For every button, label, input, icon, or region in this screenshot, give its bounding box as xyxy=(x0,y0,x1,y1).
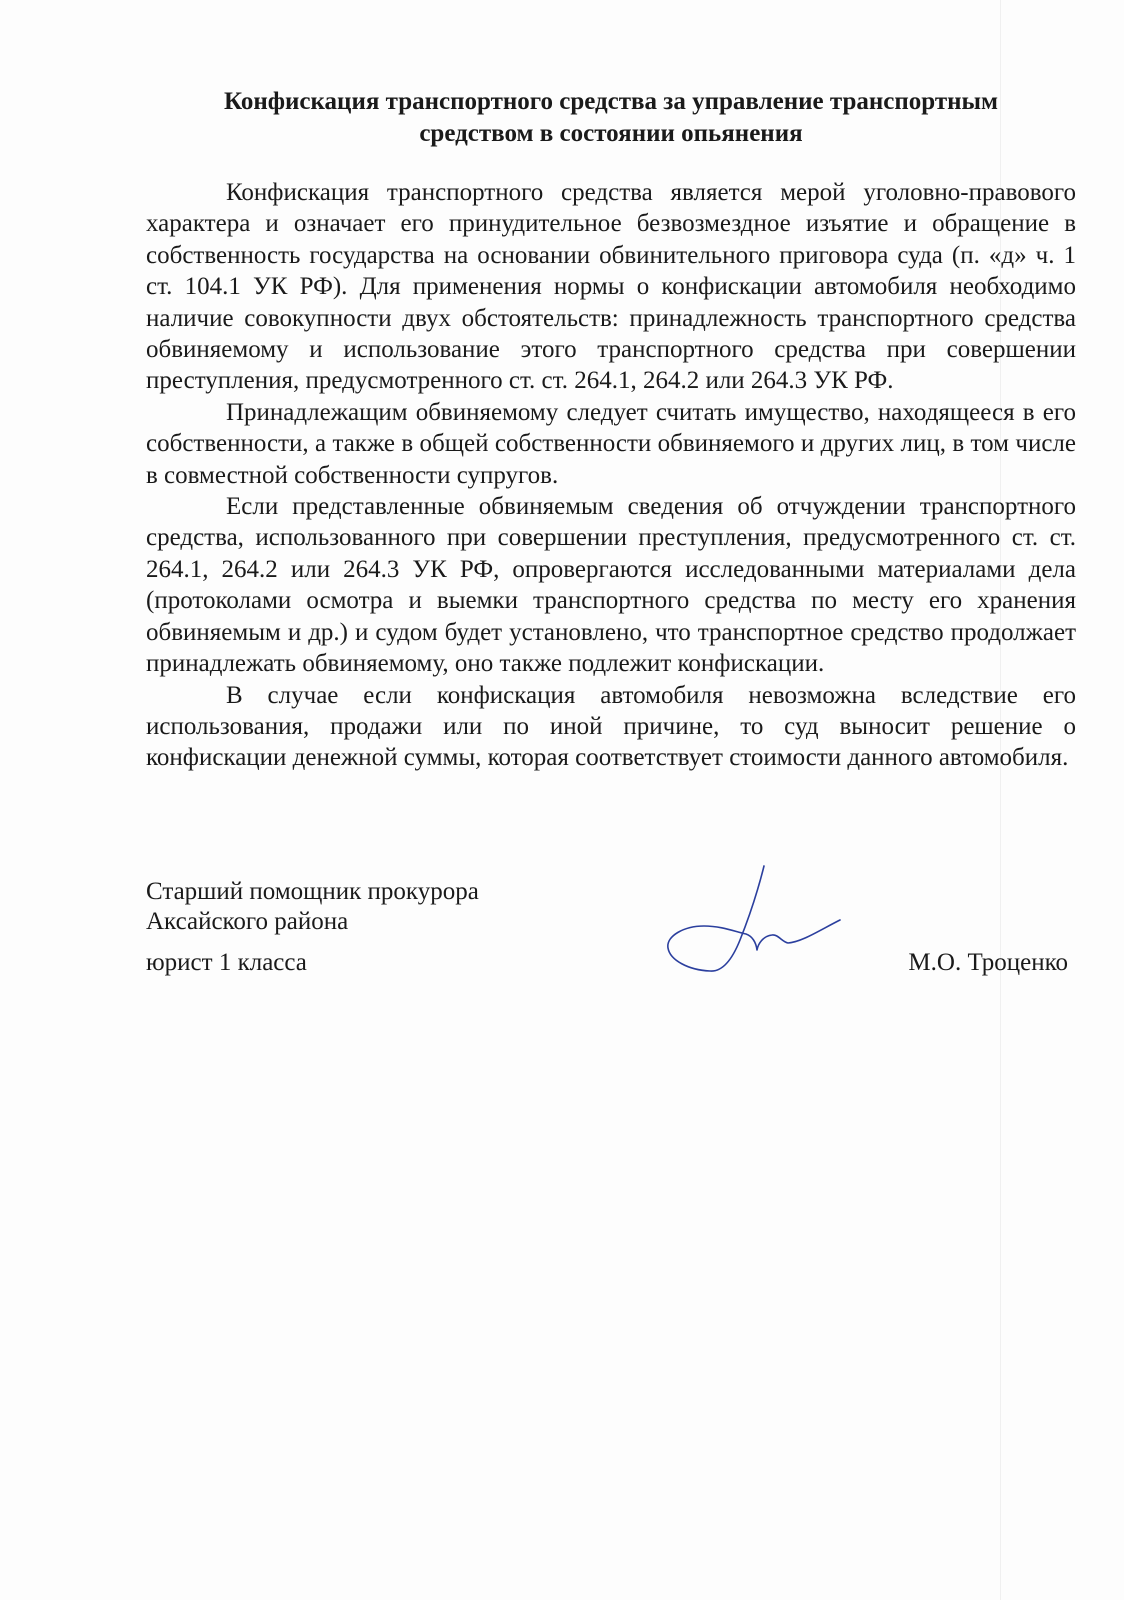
paragraph-2: Принадлежащим обвиняемому следует считать имущество, находящееся в его собственности, а также в общей собственности обвиняемого и других лиц, в том числе в совместной собственности супругов. xyxy=(146,398,1076,489)
handwritten-signature xyxy=(660,860,850,980)
title-line-2: средством в состоянии опьянения xyxy=(419,120,803,147)
signer-name: М.О. Троценко xyxy=(908,949,1068,976)
document-body xyxy=(146,177,1076,774)
signature-block xyxy=(146,876,1076,1016)
title-line-1: Конфискация транспортного средства за управление транспортным xyxy=(223,88,999,115)
paragraph-3: Если представленные обвиняемым сведения об отчуждении транспортного средства, использованного при совершении преступления, предусмотренного ст. ст. 264.1, 264.2 или 264.3 УК РФ, опровергаются исследованными материалами дела (протоколами осмотра и выемки транспортного средства по месту его хранения обвиняемым и др.) и судом будет установлено, что транспортное средство продолжает принадлежать обвиняемому, оно также подлежит конфискации. xyxy=(146,493,1076,678)
signer-position-line-1: Старший помощник прокурора xyxy=(146,878,479,905)
paragraph-4: В случае если конфискация автомобиля невозможна вследствие его использования, продажи или по иной причине, то суд выносит решение о конфискации денежной суммы, которая соответствует стоимости данного автомобиля. xyxy=(146,681,1076,772)
signer-rank: юрист 1 класса xyxy=(146,949,307,976)
document-title xyxy=(146,86,1076,150)
signer-position-line-2: Аксайского района xyxy=(146,908,349,935)
signature-stroke xyxy=(668,866,840,971)
paragraph-1: Конфискация транспортного средства является мерой уголовно-правового характера и означает его принудительное безвозмездное изъятие и обращение в собственность государства на основании обвинительного приговора суда (п. «д» ч. 1 ст. 104.1 УК РФ). Для применения нормы о конфискации автомобиля необходимо наличие совокупности двух обстоятельств: принадлежность транспортного средства обвиняемому и использование этого транспортного средства при совершении преступления, предусмотренного ст. ст. 264.1, 264.2 или 264.3 УК РФ. xyxy=(146,179,1076,395)
